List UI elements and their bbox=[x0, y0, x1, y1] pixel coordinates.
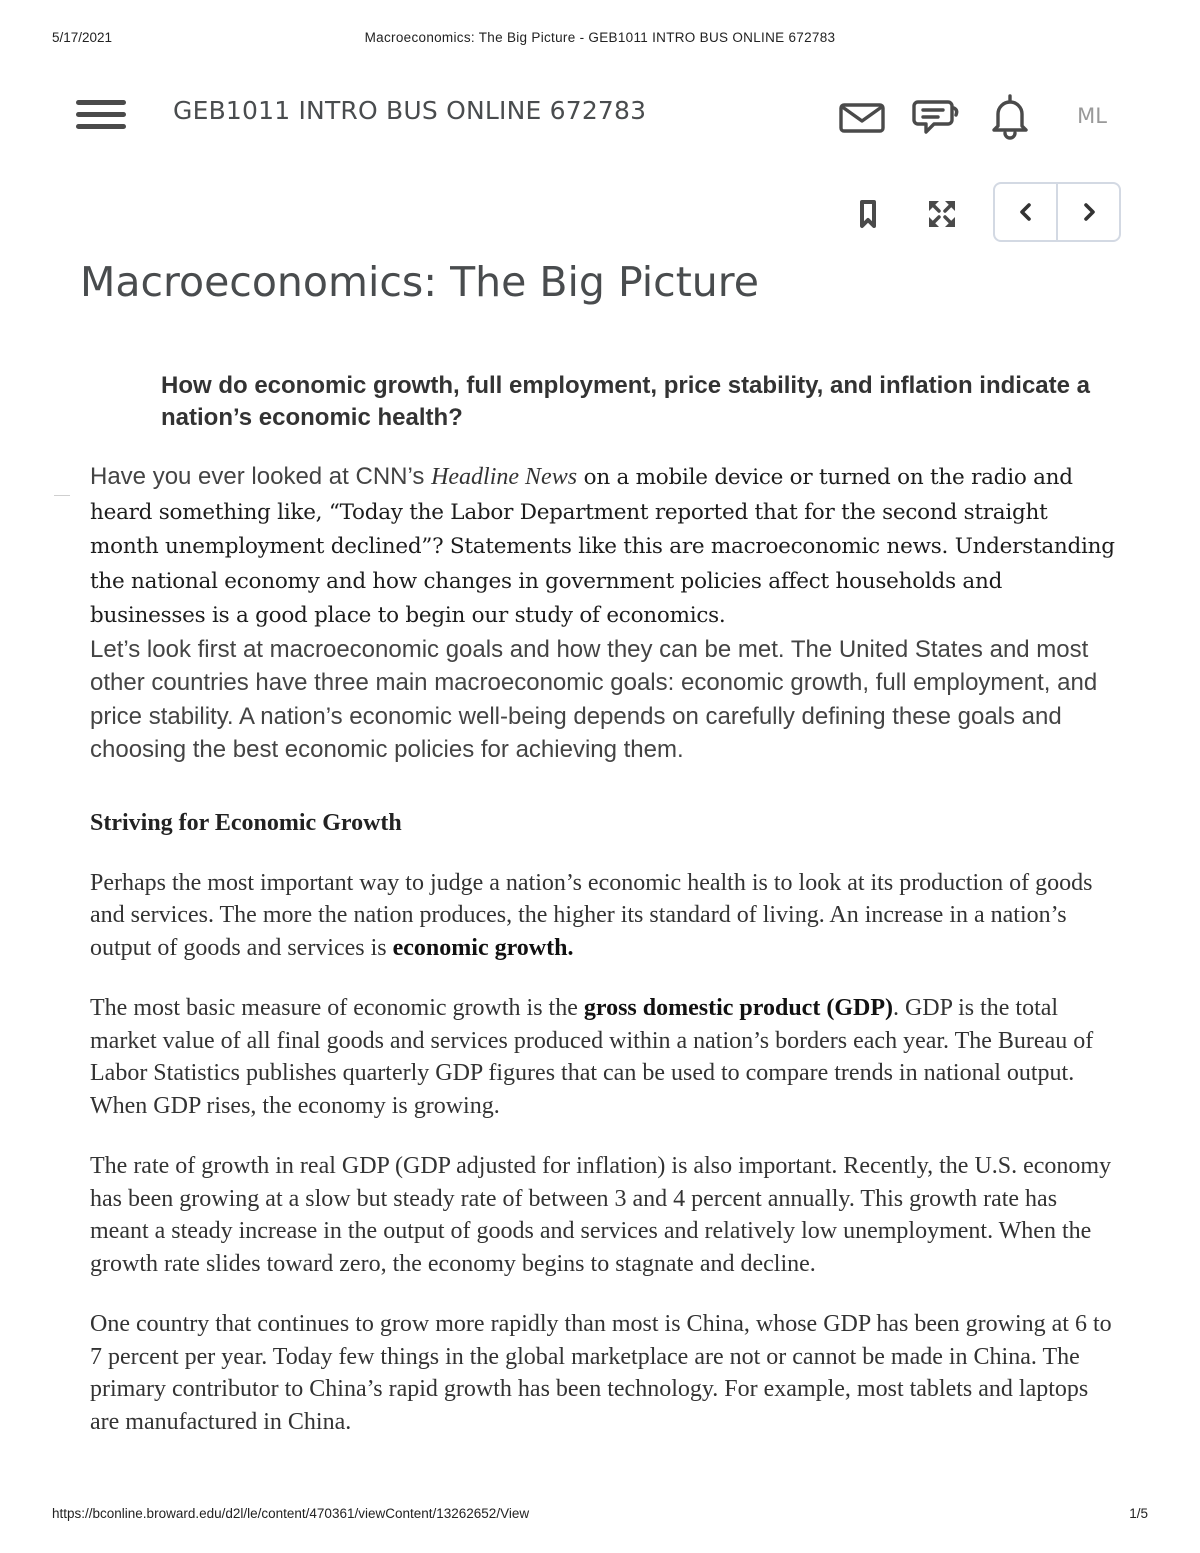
course-title[interactable]: GEB1011 INTRO BUS ONLINE 672783 bbox=[173, 96, 647, 125]
print-url: https://bconline.broward.edu/d2l/le/content/470361/viewContent/13262652/View bbox=[52, 1506, 530, 1521]
next-topic-button[interactable] bbox=[1056, 184, 1119, 240]
expand-icon[interactable] bbox=[922, 194, 962, 234]
content-toolbar bbox=[0, 182, 1200, 246]
chat-bubble-icon[interactable] bbox=[910, 90, 962, 140]
print-date: 5/17/2021 bbox=[52, 30, 113, 45]
paragraph-economic-growth: Perhaps the most important way to judge a nation’s economic health is to look at its production of goods and services. The more the nation produces, the higher its standard of living. An increase in a nation’s output of goods and services is economic growth. bbox=[90, 869, 1093, 961]
topic-pager bbox=[993, 182, 1121, 242]
print-footer bbox=[52, 1506, 1148, 1526]
term-economic-growth: economic growth bbox=[392, 934, 568, 961]
hamburger-menu-icon[interactable] bbox=[76, 100, 126, 136]
margin-marker bbox=[54, 495, 70, 496]
chevron-right-icon bbox=[1078, 201, 1100, 223]
top-navbar bbox=[0, 88, 1200, 148]
paragraph-real-gdp: The rate of growth in real GDP (GDP adjusted for inflation) is also important. Recently, the U.S. economy has been growing at a slow but steady rate of between 3 and 4 percent annually. This growth rate has meant a steady increase in the output of goods and services and relatively low unemployment. When the growth rate slides toward zero, the economy begins to stagnate and decline. bbox=[90, 1153, 1112, 1277]
page-title: Macroeconomics: The Big Picture bbox=[80, 258, 759, 306]
lead-question: How do economic growth, full employment, price stability, and inflation indicate a nation’s economic health? bbox=[161, 372, 1090, 431]
bell-icon[interactable] bbox=[984, 90, 1036, 140]
bookmark-icon[interactable] bbox=[848, 194, 888, 234]
user-avatar[interactable]: ML bbox=[1077, 104, 1107, 128]
previous-topic-button[interactable] bbox=[995, 184, 1056, 240]
term-gdp: gross domestic product (GDP) bbox=[583, 995, 893, 1021]
section-heading: Striving for Economic Growth bbox=[90, 809, 402, 836]
print-header bbox=[52, 30, 1148, 50]
intro-paragraph-2: Let’s look first at macroeconomic goals and how they can be met. The United States and most other countries have three main macroeconomic goals: economic growth, full employment, and price stability. A nation’s economic well-being depends on carefully defining these goals and choosing the best economic policies for achieving them. bbox=[90, 635, 1098, 763]
headline-news-emphasis: Headline News bbox=[431, 464, 578, 490]
paragraph-gdp: The most basic measure of economic growth is the gross domestic product (GDP). GDP is the total market value of all final goods and services produced within a nation’s borders each year. The Bureau of Labor Statistics publishes quarterly GDP figures that can be used to compare trends in national output. When GDP rises, the economy is growing. bbox=[90, 995, 1094, 1119]
intro-paragraph-1: Have you ever looked at CNN’s Headline News on a mobile device or turned on the radio and heard something like, “Today the Labor Department reported that for the second straight month unemployment declined”? Statements like this are macroeconomic news. Understanding the national economy and how changes in government policies affect households and businesses is a good place to begin our study of economics. bbox=[90, 463, 1115, 628]
chevron-left-icon bbox=[1015, 201, 1037, 223]
print-page-number: 1/5 bbox=[1129, 1506, 1148, 1521]
content-body bbox=[90, 460, 1120, 1438]
print-document-title: Macroeconomics: The Big Picture - GEB1011 INTRO BUS ONLINE 672783 bbox=[364, 30, 836, 45]
paragraph-china: One country that continues to grow more rapidly than most is China, whose GDP has been growing at 6 to 7 percent per year. Today few things in the global marketplace are not or cannot be made in China. The primary contributor to China’s rapid growth has been technology. For example, most tablets and laptops are manufactured in China. bbox=[90, 1311, 1112, 1435]
envelope-icon[interactable] bbox=[836, 90, 888, 140]
